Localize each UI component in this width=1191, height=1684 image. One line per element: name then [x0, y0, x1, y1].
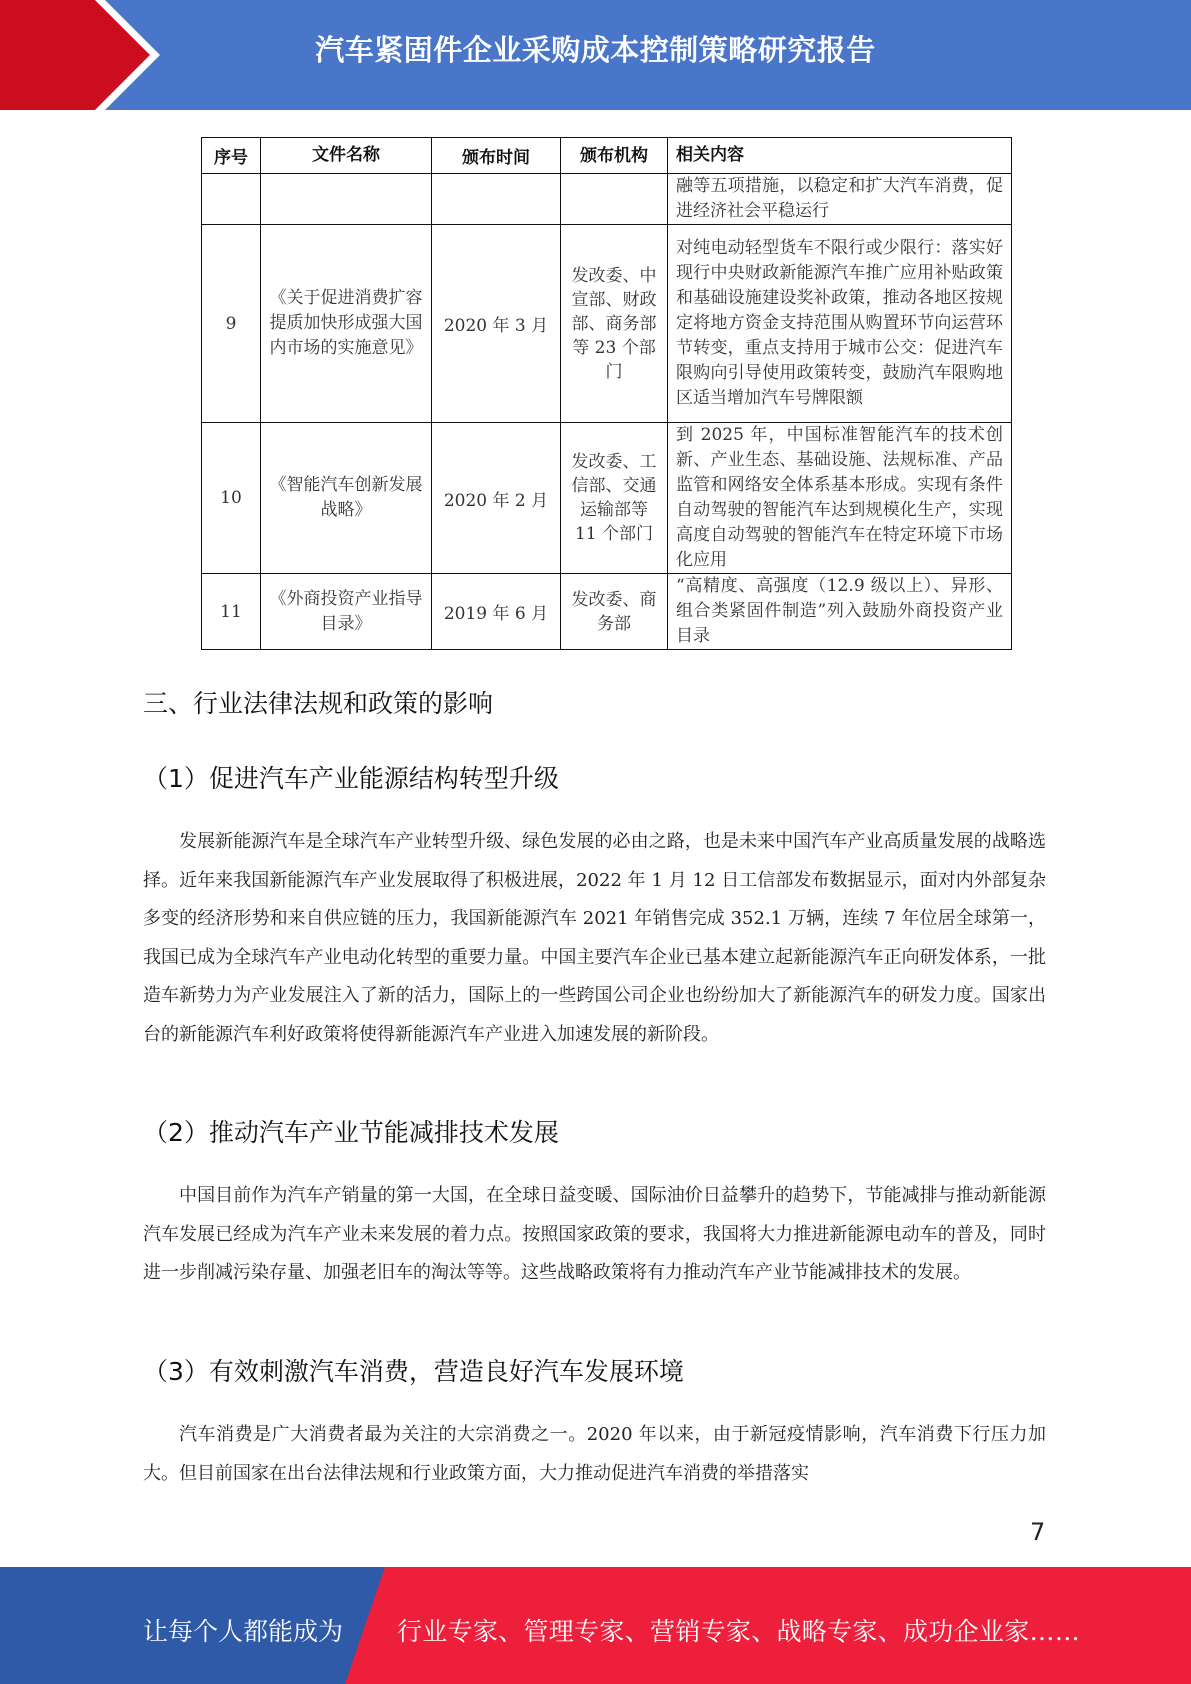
cell-related-content: “高精度、高强度（12.9 级以上）、异形、组合类紧固件制造”列入鼓励外商投资产业目录 — [668, 574, 1012, 650]
footer-slogan-left: 让每个人都能成为 — [143, 1617, 344, 1646]
cell-issue-date: 2020 年 2 月 — [432, 423, 561, 574]
cell-document-name: 《智能汽车创新发展战略》 — [261, 423, 432, 574]
cell-number: 9 — [202, 225, 261, 423]
column-header-issuing-agency: 颁布机构 — [561, 138, 668, 174]
cell-number: 10 — [202, 423, 261, 574]
policy-table — [201, 137, 1012, 650]
subsection-heading-2: （2）推动汽车产业节能减排技术发展 — [143, 1118, 559, 1147]
table-row — [202, 225, 1012, 423]
cell-issuing-agency — [561, 174, 668, 225]
cell-document-name: 《外商投资产业指导目录》 — [261, 574, 432, 650]
column-header-related-content: 相关内容 — [668, 138, 1012, 174]
section-heading: 三、行业法律法规和政策的影响 — [143, 689, 494, 718]
table-row — [202, 423, 1012, 574]
cell-issuing-agency: 发改委、工信部、交通运输部等 11 个部门 — [561, 423, 668, 574]
cell-issue-date: 2019 年 6 月 — [432, 574, 561, 650]
cell-number: 11 — [202, 574, 261, 650]
table-row — [202, 174, 1012, 225]
cell-issuing-agency: 发改委、商务部 — [561, 574, 668, 650]
cell-related-content: 到 2025 年，中国标准智能汽车的技术创新、产业生态、基础设施、法规标准、产品监管和网络安全体系基本形成。实现有条件自动驾驶的智能汽车达到规模化生产，实现高度自动驾驶的智能汽车在特定环境下市场化应用 — [668, 423, 1012, 574]
subsection-heading-1: （1）促进汽车产业能源结构转型升级 — [143, 764, 559, 793]
cell-document-name — [261, 174, 432, 225]
paragraph-1: 发展新能源汽车是全球汽车产业转型升级、绿色发展的必由之路，也是未来中国汽车产业高质量发展的战略选择。近年来我国新能源汽车产业发展取得了积极进展，2022 年 1 月 12 日工信部发布数据显示，面对内外部复杂多变的经济形势和来自供应链的压力，我国新能源汽车 2021 年销售完成 352.1 万辆，连续 7 年位居全球第一，我国已成为全球汽车产业电动化转型的重要力量。中国主要汽车企业已基本建立起新能源汽车正向研发体系，一批造车新势力为产业发展注入了新的活力，国际上的一些跨国公司企业也纷纷加大了新能源汽车的研发力度。国家出台的新能源汽车利好政策将使得新能源汽车产业进入加速发展的新阶段。 — [143, 831, 1046, 1045]
subsection-heading-3: （3）有效刺激汽车消费，营造良好汽车发展环境 — [143, 1357, 684, 1386]
column-header-number: 序号 — [202, 138, 261, 174]
page-header — [0, 0, 1191, 110]
cell-related-content: 对纯电动轻型货车不限行或少限行：落实好现行中央财政新能源汽车推广应用补贴政策和基础设施建设奖补政策，推动各地区按规定将地方资金支持范围从购置环节向运营环节转变，重点支持用于城市公交：促进汽车限购向引导使用政策转变，鼓励汽车限购地区适当增加汽车号牌限额 — [668, 225, 1012, 423]
report-title: 汽车紧固件企业采购成本控制策略研究报告 — [315, 33, 876, 67]
page-number: 7 — [1030, 1518, 1046, 1546]
paragraph-2: 中国目前作为汽车产销量的第一大国，在全球日益变暖、国际油价日益攀升的趋势下，节能减排与推动新能源汽车发展已经成为汽车产业未来发展的着力点。按照国家政策的要求，我国将大力推进新能源电动车的普及，同时进一步削减污染存量、加强老旧车的淘汰等等。这些战略政策将有力推动汽车产业节能减排技术的发展。 — [143, 1185, 1046, 1283]
cell-related-content: 融等五项措施，以稳定和扩大汽车消费，促进经济社会平稳运行 — [668, 174, 1012, 225]
paragraph-3: 汽车消费是广大消费者最为关注的大宗消费之一。2020 年以来，由于新冠疫情影响，汽车消费下行压力加大。但目前国家在出台法律法规和行业政策方面，大力推动促进汽车消费的举措落实 — [143, 1424, 1046, 1484]
cell-document-name: 《关于促进消费扩容提质加快形成强大国内市场的实施意见》 — [261, 225, 432, 423]
footer-slogan-right: 行业专家、管理专家、营销专家、战略专家、成功企业家…… — [397, 1617, 1081, 1646]
table-row — [202, 574, 1012, 650]
column-header-document-name: 文件名称 — [261, 138, 432, 174]
column-header-issue-date: 颁布时间 — [432, 138, 561, 174]
cell-issuing-agency: 发改委、中宣部、财政部、商务部等 23 个部门 — [561, 225, 668, 423]
cell-number — [202, 174, 261, 225]
cell-issue-date: 2020 年 3 月 — [432, 225, 561, 423]
table-header-row — [202, 138, 1012, 174]
cell-issue-date — [432, 174, 561, 225]
